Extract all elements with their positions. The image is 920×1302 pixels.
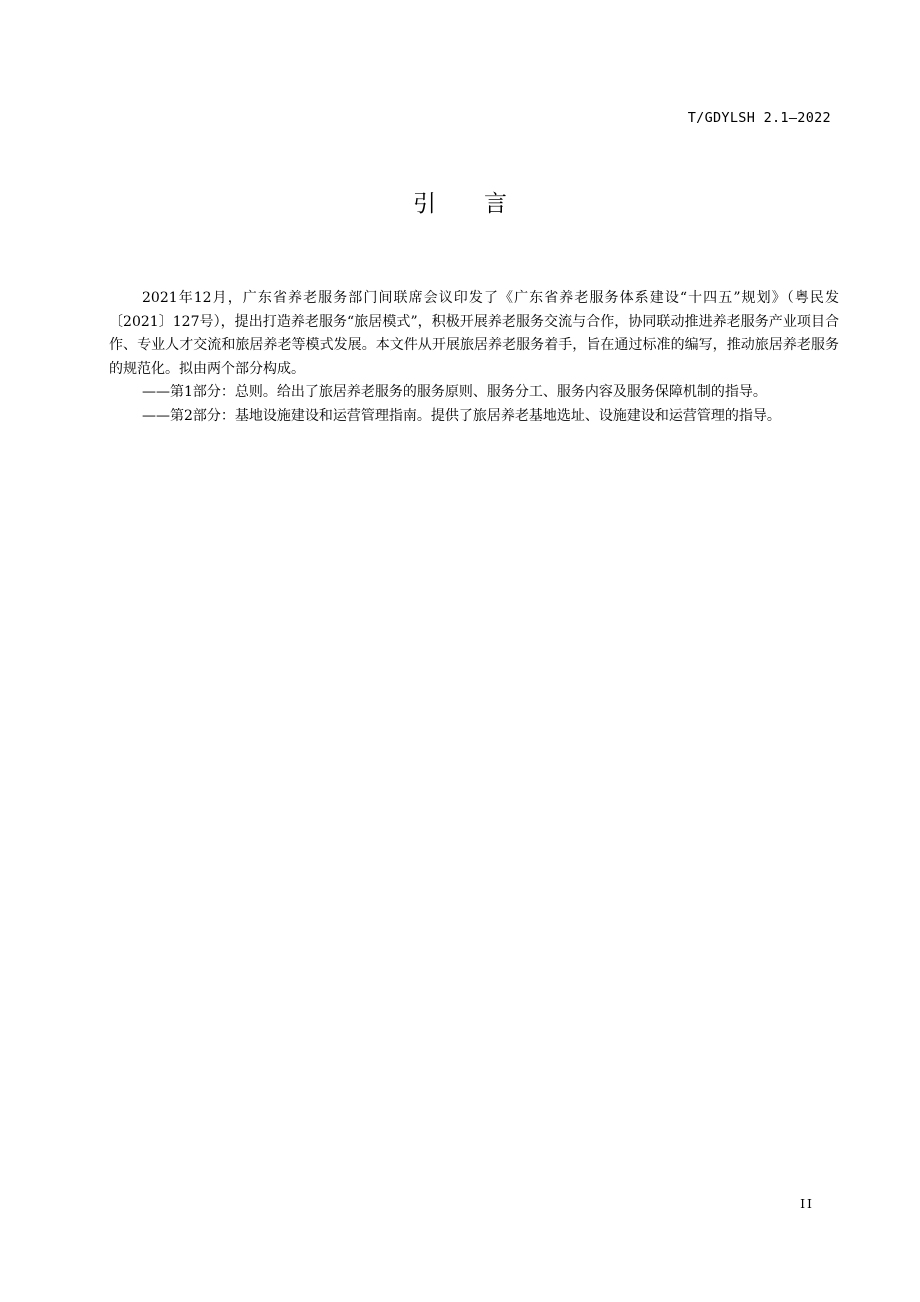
list-item-part-2: ——第2部分：基地设施建设和运营管理指南。提供了旅居养老基地选址、设施建设和运营管理的指导。	[142, 407, 781, 424]
page-title: 引言	[413, 191, 555, 217]
intro-paragraph: 2021年12月，广东省养老服务部门间联席会议印发了《广东省养老服务体系建设“十四五”规划》（粤民发〔2021〕127号），提出打造养老服务“旅居模式”，积极开展养老服务交流与合作，协同联动推进养老服务产业项目合作、专业人才交流和旅居养老等模式发展。本文件从开展旅居养老服务着手，旨在通过标准的编写，推动旅居养老服务的规范化。拟由两个部分构成。	[109, 290, 839, 377]
document-code: T/GDYLSH 2.1—2022	[687, 110, 831, 126]
list-item-part-1: ——第1部分：总则。给出了旅居养老服务的服务原则、服务分工、服务内容及服务保障机制的指导。	[142, 384, 767, 400]
body-text	[109, 287, 839, 428]
page-number: II	[800, 1196, 814, 1211]
